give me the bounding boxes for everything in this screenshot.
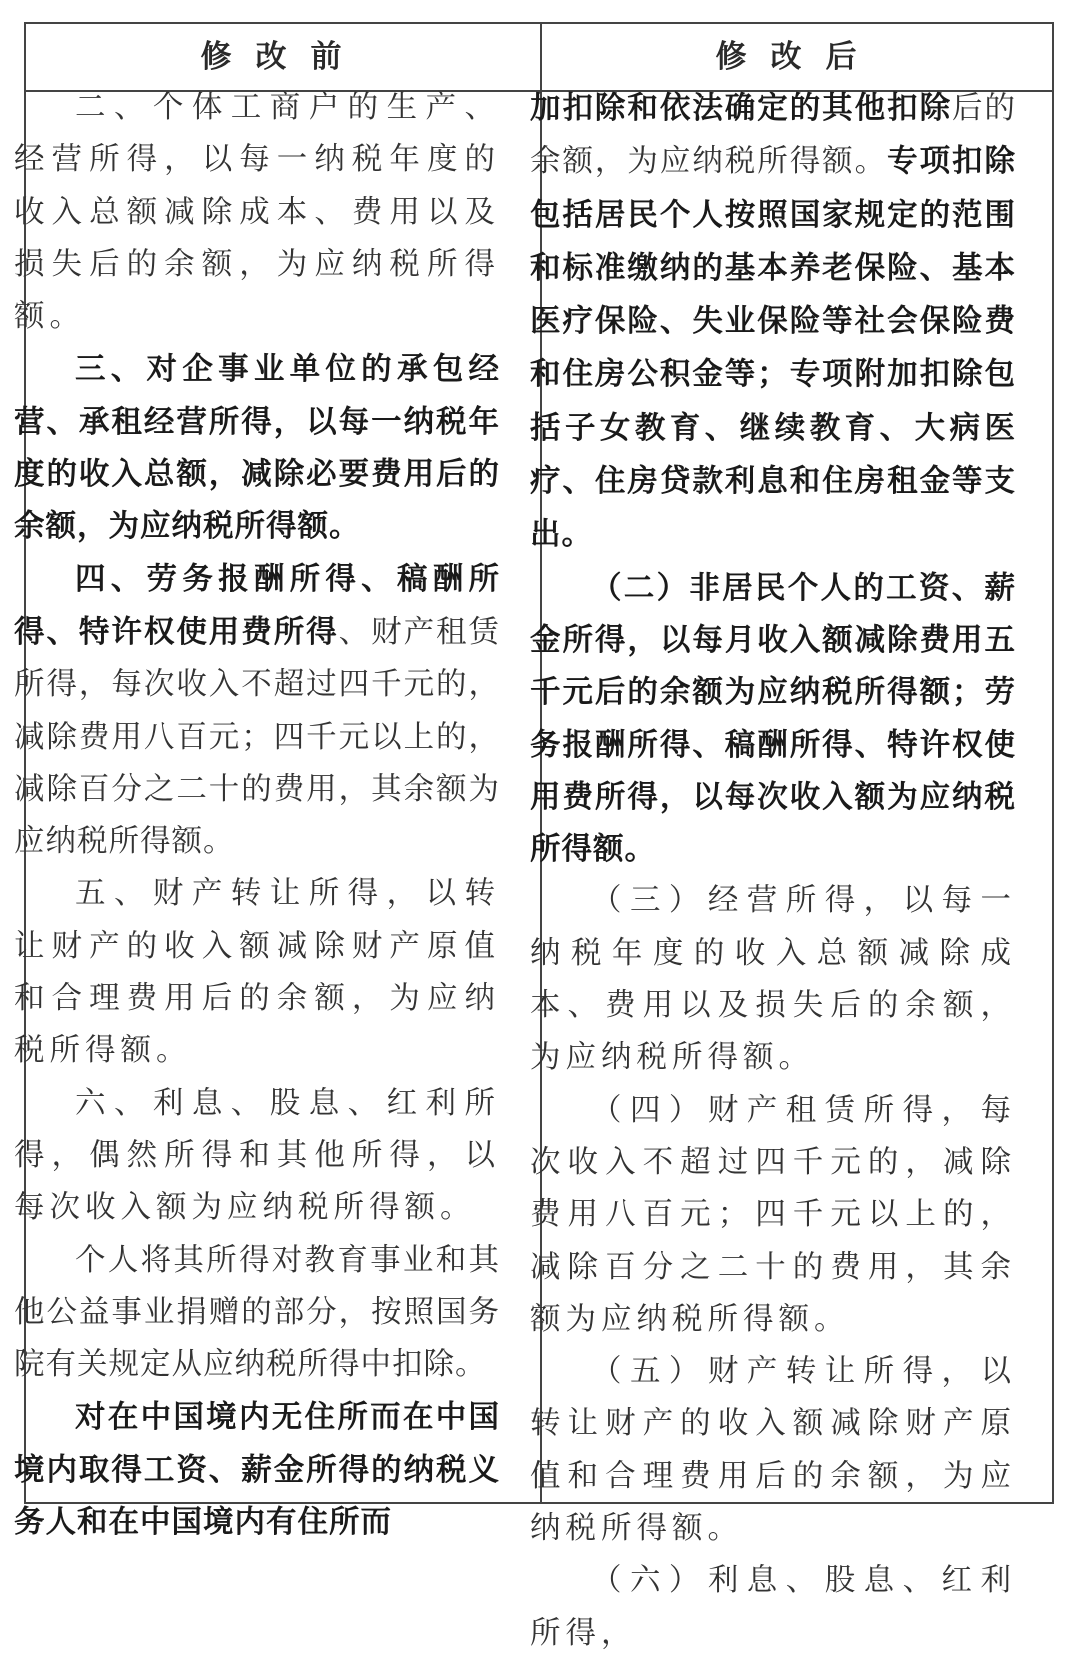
header-before: 修改前 bbox=[200, 39, 366, 75]
before-paragraph-6: 六、利息、股息、红利所得，偶然所得和其他所得，以每次收入额为应纳税所得额。 bbox=[14, 1085, 500, 1226]
before-paragraph-donation: 个人将其所得对教育事业和其他公益事业捐赠的部分，按照国务院有关规定从应纳税所得中扣除。 bbox=[14, 1242, 500, 1383]
after-paragraph-special-deductions: 专项扣除包括居民个人按照国家规定的范围和标准缴纳的基本养老保险、基本医疗保险、失业保险等社会保险费和住房公积金等；专项附加扣除包括子女教育、继续教育、大病医疗、住房贷款利息和住房租金等支出。 bbox=[530, 143, 1017, 553]
after-paragraph-2: （二）非居民个人的工资、薪金所得，以每月收入额减除费用五千元后的余额为应纳税所得额；劳务报酬所得、稿酬所得、特许权使用费所得，以每次收入额为应纳税所得额。 bbox=[530, 569, 1016, 868]
after-paragraph-deductions bbox=[530, 82, 1016, 562]
before-paragraph-5: 五、财产转让所得，以转让财产的收入额减除财产原值和合理费用后的余额，为应纳税所得额。 bbox=[14, 876, 500, 1069]
before-paragraph-3: 三、对企事业单位的承包经营、承租经营所得，以每一纳税年度的收入总额，减除必要费用后的余额，为应纳税所得额。 bbox=[14, 351, 500, 545]
before-paragraph-2: 二、个体工商户的生产、经营所得，以每一纳税年度的收入总额减除成本、费用以及损失后的余额，为应纳税所得额。 bbox=[14, 90, 500, 335]
after-paragraph-4: （四）财产租赁所得，每次收入不超过四千元的，减除费用八百元；四千元以上的，减除百分之二十的费用，其余额为应纳税所得额。 bbox=[530, 1092, 1016, 1337]
before-paragraph-4 bbox=[14, 553, 500, 869]
after-paragraph-deductions-regular: 后的余额，为应纳税所得额。 bbox=[530, 91, 1017, 180]
after-paragraph-6: （六）利息、股息、红利所得， bbox=[530, 1563, 1016, 1651]
header-after: 修改后 bbox=[715, 39, 881, 75]
before-column bbox=[14, 82, 500, 1548]
after-paragraph-3: （三）经营所得，以每一纳税年度的收入总额减除成本、费用以及损失后的余额，为应纳税所得额。 bbox=[530, 883, 1016, 1076]
before-paragraph-nonresident: 对在中国境内无住所而在中国境内取得工资、薪金所得的纳税义务人和在中国境内有住所而 bbox=[14, 1399, 500, 1541]
after-paragraph-deductions-bold: 加扣除和依法确定的其他扣除 bbox=[530, 90, 953, 126]
before-paragraph-4-regular: 、财产租赁所得，每次收入不超过四千元的，减除费用八百元；四千元以上的，减除百分之二十的费用，其余额为应纳税所得额。 bbox=[14, 614, 501, 860]
after-column bbox=[530, 82, 1016, 1660]
after-paragraph-5: （五）财产转让所得，以转让财产的收入额减除财产原值和合理费用后的余额，为应纳税所得额。 bbox=[530, 1354, 1016, 1547]
before-paragraph-4-bold: 四、劳务报酬所得、稿酬所得、特许权使用费所得 bbox=[14, 560, 500, 650]
